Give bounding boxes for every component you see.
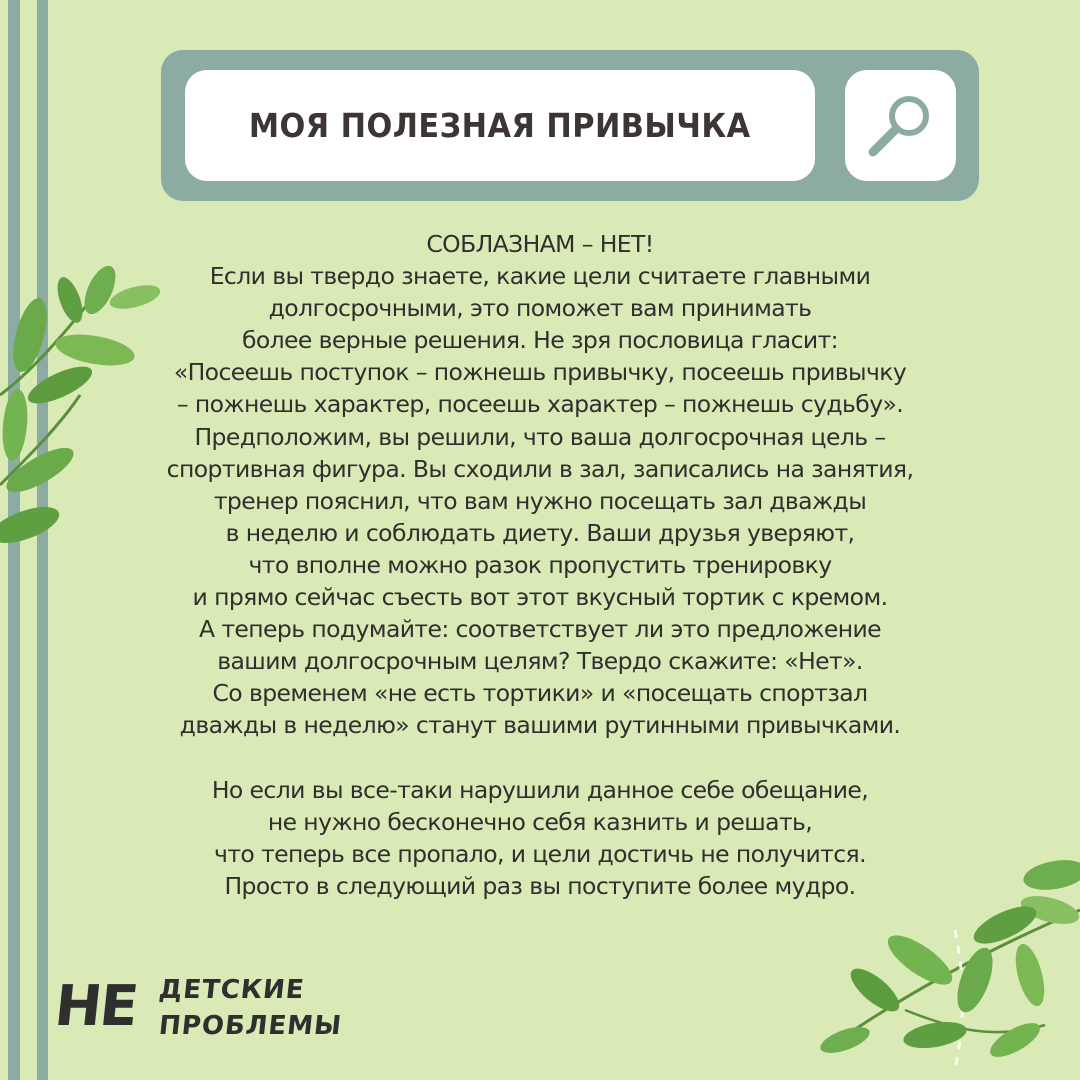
logo-ne: НЕ — [51, 974, 140, 1039]
article-line: «Посеешь поступок – пожнешь привычку, посеешь привычку — [173, 358, 907, 387]
article-line: более верные решения. Не зря пословица гласит: — [241, 326, 839, 355]
article-line: Но если вы все-таки нарушили данное себе обещание, — [211, 775, 869, 804]
article-line: тренер пояснил, что вам нужно посещать зал дважды — [213, 486, 867, 515]
article-line: А теперь подумайте: соответствует ли это предложение — [198, 615, 882, 644]
search-input[interactable] — [185, 70, 815, 181]
article-line: Со временем «не есть тортики» и «посещать спортзал — [212, 679, 868, 708]
magnifier-icon — [845, 70, 956, 181]
article-line: в неделю и соблюдать диету. Ваши друзья уверяют, — [225, 518, 855, 547]
article-text — [100, 228, 980, 902]
search-button[interactable] — [845, 70, 956, 181]
article-line: – пожнешь характер, посеешь характер – пожнешь судьбу». — [176, 390, 904, 419]
search-title: МОЯ ПОЛЕЗНАЯ ПРИВЫЧКА — [249, 106, 751, 145]
article-line: долгосрочными, это поможет вам принимать — [268, 294, 812, 323]
article-line: спортивная фигура. Вы сходили в зал, записались на занятия, — [166, 454, 914, 483]
article-line: вашим долгосрочным целям? Твердо скажите: «Нет». — [217, 647, 863, 676]
article-heading: СОБЛАЗНАМ – НЕТ! — [426, 230, 654, 258]
article-line: и прямо сейчас съесть вот этот вкусный тортик с кремом. — [192, 583, 888, 612]
article-line: что вполне можно разок пропустить тренировку — [248, 550, 832, 579]
article-line: Предположим, вы решили, что ваша долгосрочная цель – — [194, 422, 886, 451]
article-line: Просто в следующий раз вы поступите более мудро. — [224, 871, 856, 900]
paragraph-gap — [100, 742, 980, 774]
article-line: не нужно бесконечно себя казнить и решать, — [267, 807, 813, 836]
logo-word-2: ПРОБЛЕМЫ — [157, 1011, 344, 1041]
logo-word-1: ДЕТСКИЕ — [157, 975, 307, 1005]
article-line: Если вы твердо знаете, какие цели считаете главными — [209, 262, 871, 291]
article-line: дважды в неделю» станут вашими рутинными привычками. — [179, 711, 901, 740]
article-line: что теперь все пропало, и цели достичь не получится. — [214, 839, 866, 868]
